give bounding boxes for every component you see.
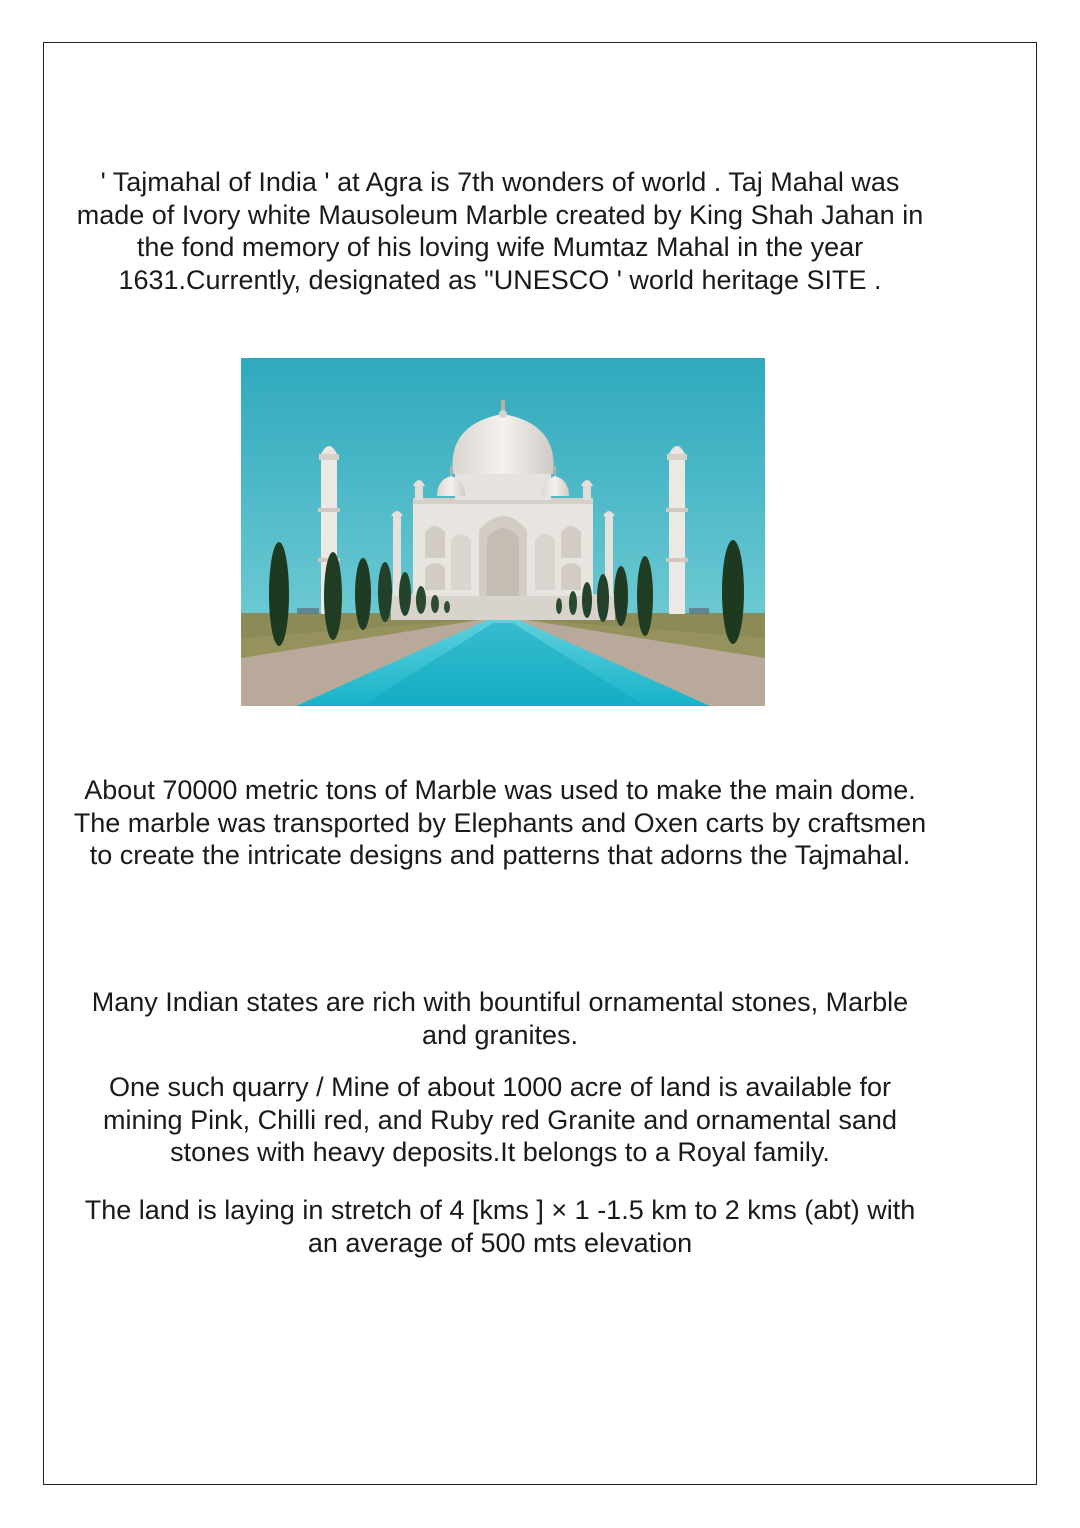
paragraph-land: The land is laying in stretch of 4 [kms ] × 1 -1.5 km to 2 kms (abt) with an average of 500 mts elevation: [84, 1195, 916, 1258]
paragraph-intro: ' Tajmahal of India ' at Agra is 7th wonders of world . Taj Mahal was made of Ivory white Mausoleum Marble created by King Shah Jahan in the fond memory of his loving wife Mumtaz Mahal in the year 1631.Currently, designated as "UNESCO ' world heritage SITE .: [76, 167, 924, 295]
taj-mahal-photo: [241, 358, 765, 706]
paragraph-states: Many Indian states are rich with bountiful ornamental stones, Marble and granites.: [91, 987, 909, 1050]
paragraph-quarry: One such quarry / Mine of about 1000 acre of land is available for mining Pink, Chilli red, and Ruby red Granite and ornamental sand stones with heavy deposits.It belongs to a Royal family.: [103, 1072, 897, 1167]
paragraph-marble: About 70000 metric tons of Marble was used to make the main dome. The marble was transported by Elephants and Oxen carts by craftsmen to create the intricate designs and patterns that adorns the Tajmahal.: [73, 775, 927, 870]
